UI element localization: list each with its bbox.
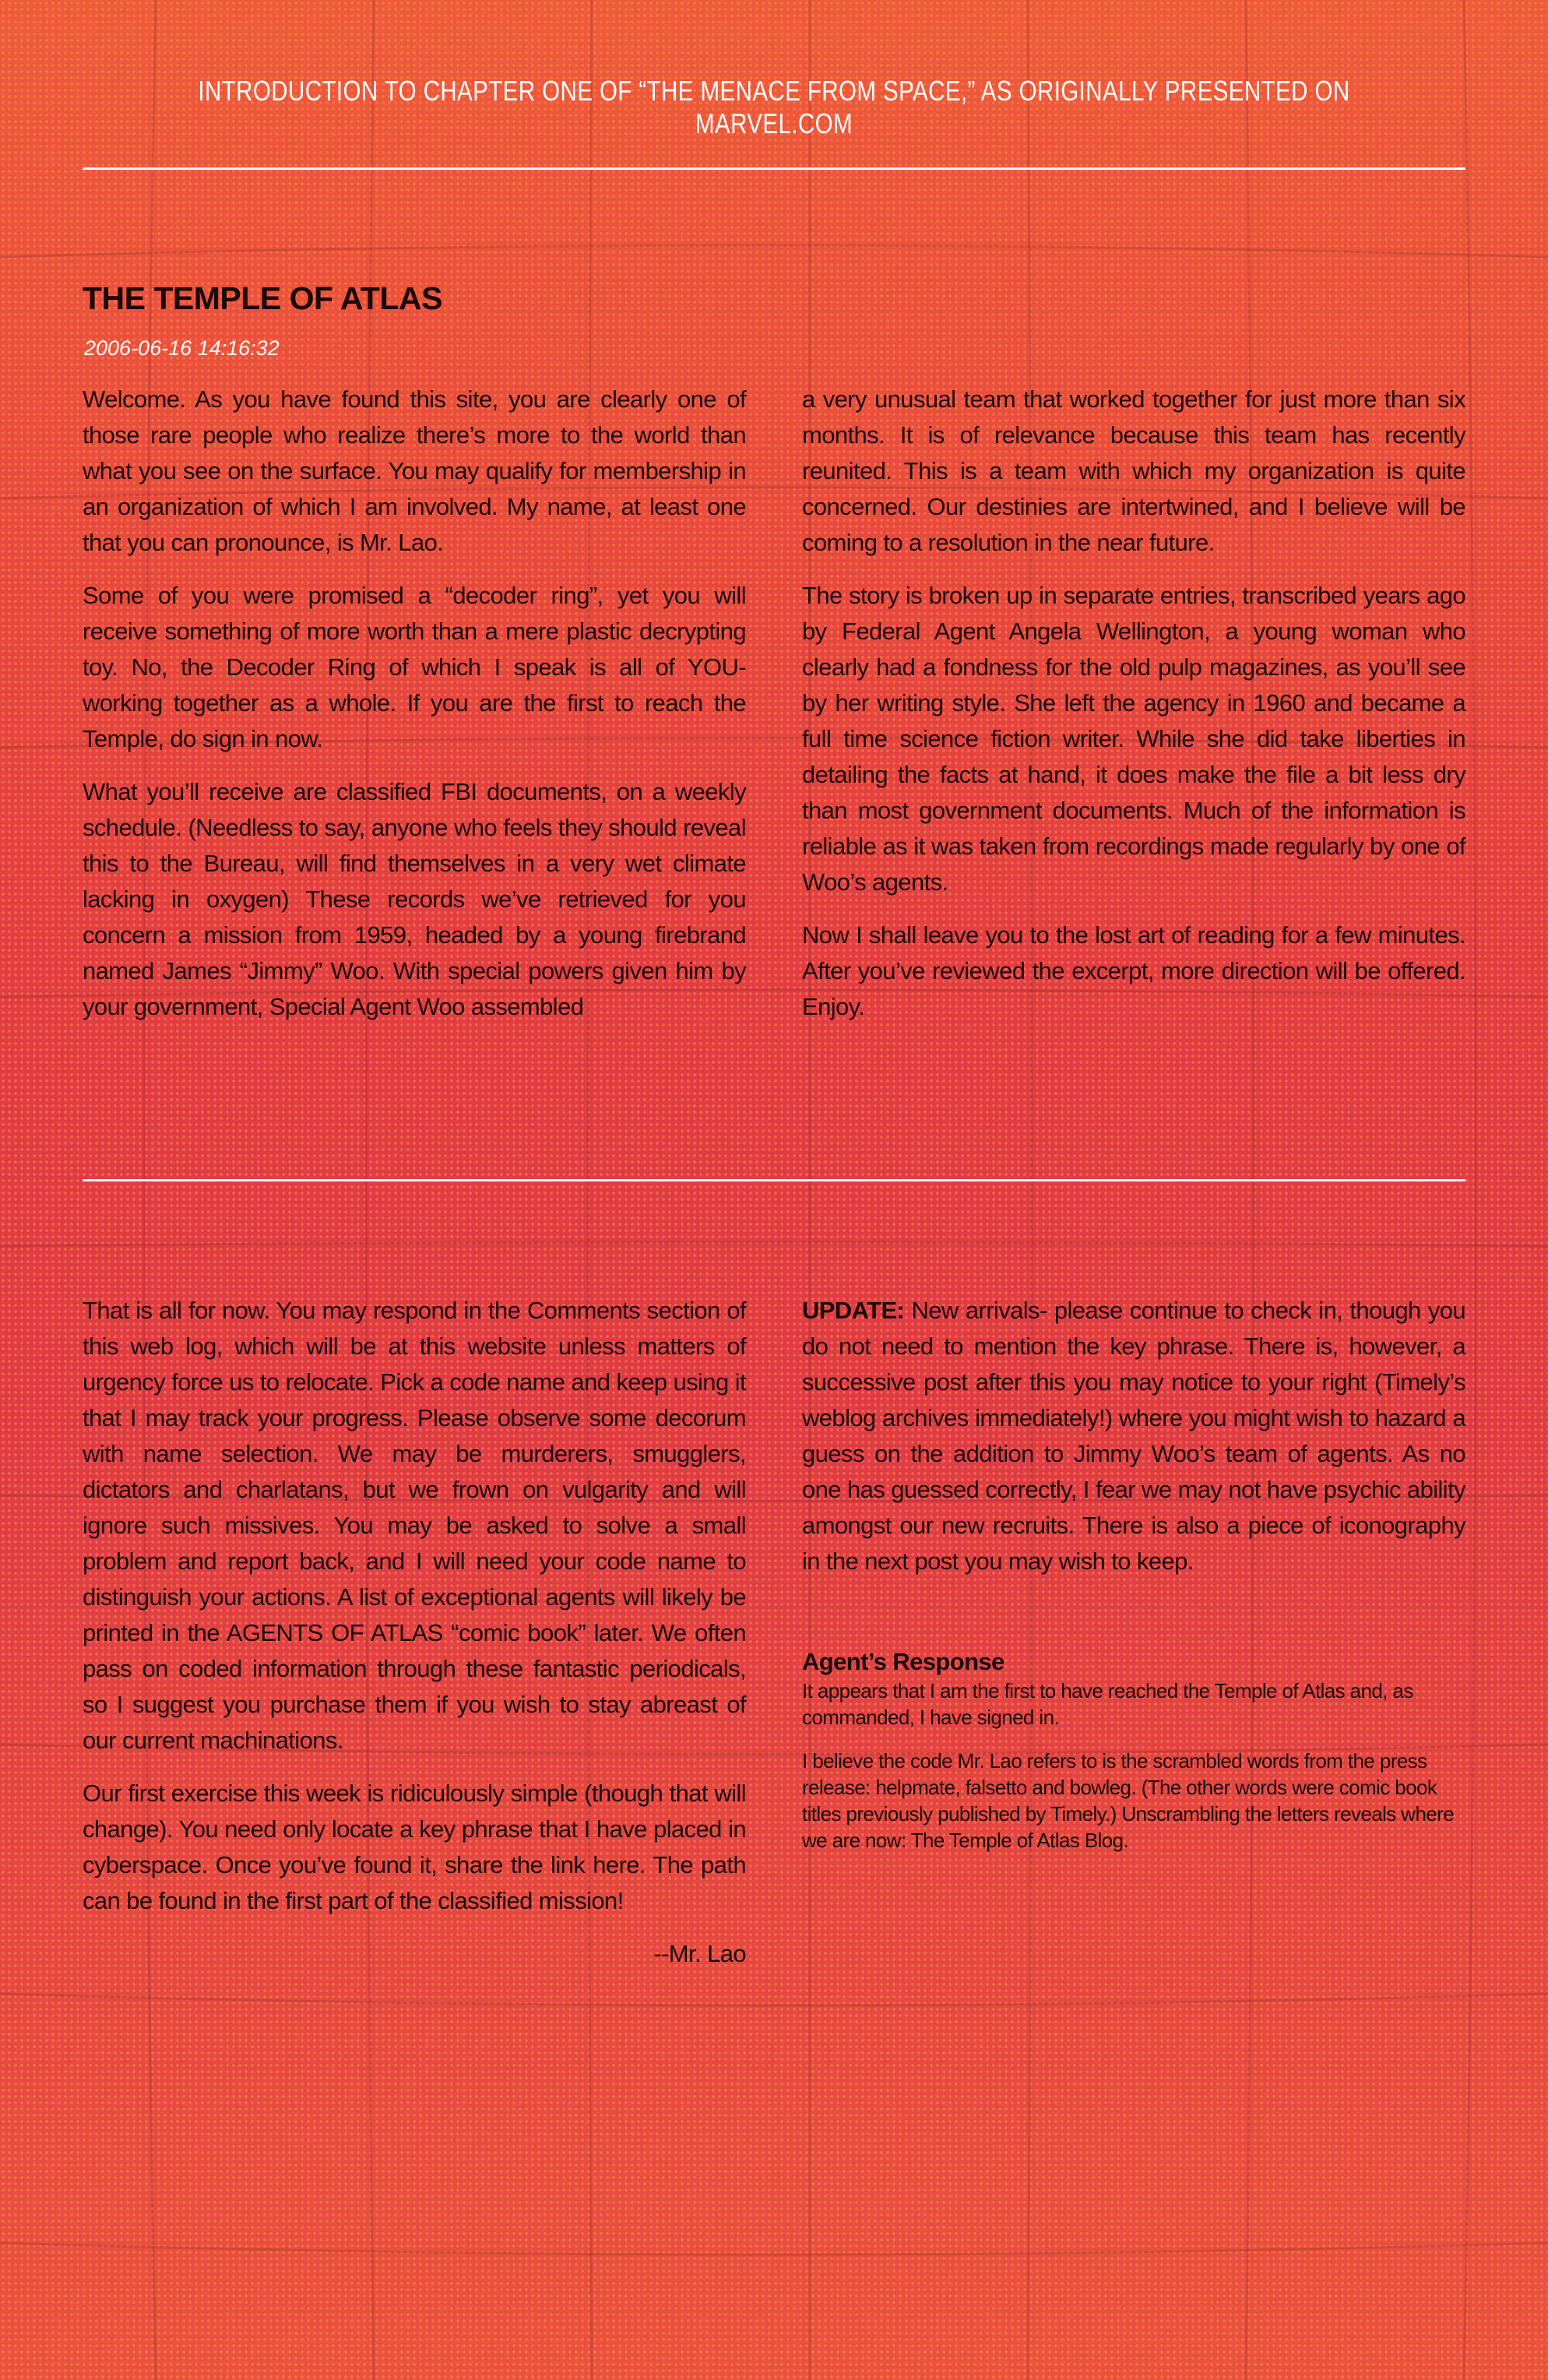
post-date: 2006-06-16 14:16:32 (84, 336, 280, 360)
paragraph: Our first exercise this week is ridiculously simple (though that will change). You need only locate a key phrase that I have placed in cyberspace. Once you’ve found it, share the link here. The path can be found in the first part of the classified mission! (83, 1780, 746, 1914)
intro-header: INTRODUCTION TO CHAPTER ONE OF “THE MENACE FROM SPACE,” AS ORIGINALLY PRESENTED ON MARVEL.COM (198, 75, 1350, 139)
signoff: --Mr. Lao (653, 1940, 746, 1967)
post-body-column-3 (83, 1293, 746, 1989)
post-body-column-1 (83, 382, 746, 1042)
post-body-column-4 (802, 1293, 1465, 1871)
middle-divider (83, 1179, 1465, 1181)
response-paragraph: It appears that I am the first to have reached the Temple of Atlas and, as commanded, I have signed in. (802, 1679, 1413, 1729)
update-paragraph (802, 1293, 1465, 1579)
paragraph: That is all for now. You may respond in the Comments section of this web log, which will be at this website unless matters of urgency force us to relocate. Pick a code name and keep using it that I may track your progress. Please observe some decorum with name selection. We may be murderers, smugglers, dictators and charlatans, but we frown on vulgarity and will ignore such missives. You may be asked to solve a small problem and report back, and I will need your code name to distinguish your actions. A list of exceptional agents will likely be printed in the AGENTS OF ATLAS “comic book” later. We often pass on coded information through these fantastic periodicals, so I suggest you purchase them if you wish to stay abreast of our current machinations. (83, 1297, 746, 1754)
paragraph: What you’ll receive are classified FBI documents, on a weekly schedule. (Needless to say, anyone who feels they should reveal this to the Bureau, will find themselves in a very wet climate lacking in oxygen) These records we’ve retrieved for you concern a mission from 1959, headed by a young firebrand named James “Jimmy” Woo. With special powers given him by your government, Special Agent Woo assembled (83, 778, 746, 1020)
post-title: THE TEMPLE OF ATLAS (83, 280, 442, 316)
paragraph: The story is broken up in separate entries, transcribed years ago by Federal Agent Angela Wellington, a young woman who clearly had a fondness for the old pulp magazines, as you’ll see by her writing style. She left the agency in 1960 and became a full time science fiction writer. While she did take liberties in detailing the facts at hand, it does make the file a bit less dry than most government documents. Much of the information is reliable as it was taken from recordings made regularly by one of Woo’s agents. (802, 582, 1465, 896)
paragraph: Now I shall leave you to the lost art of reading for a few minutes. After you’ve reviewed the excerpt, more direction will be offered. Enjoy. (802, 921, 1465, 1020)
paragraph: a very unusual team that worked together for just more than six months. It is of relevance because this team has recently reunited. This is a team with which my organization is quite concerned. Our destinies are intertwined, and I believe will be coming to a resolution in the near future. (802, 386, 1465, 556)
post-body-column-2 (802, 382, 1465, 1042)
top-divider (83, 167, 1465, 170)
paragraph: Welcome. As you have found this site, you are clearly one of those rare people who realize there’s more to the world than what you see on the surface. You may qualify for membership in an organization of which I am involved. My name, at least one that you can pronounce, is Mr. Lao. (83, 386, 746, 556)
response-paragraph: I believe the code Mr. Lao refers to is the scrambled words from the press release: helpmate, falsetto and bowleg. (The other words were comic book titles previously published by Timely.) Unscrambling the letters reveals where we are now: The Temple of Atlas Blog. (802, 1749, 1455, 1852)
update-label: UPDATE: (802, 1297, 905, 1324)
response-title: Agent’s Response (802, 1648, 1004, 1675)
update-text: New arrivals- please continue to check in, though you do not need to mention the key phrase. There is, however, a successive post after this you may notice to your right (Timely’s weblog archives immediately!) where you might wish to hazard a guess on the addition to Jimmy Woo’s team of agents. As no one has guessed correctly, I fear we may not have psychic ability amongst our new recruits. There is also a piece of iconography in the next post you may wish to keep. (802, 1297, 1465, 1575)
paragraph: Some of you were promised a “decoder ring”, yet you will receive something of more worth than a mere plastic decrypting toy. No, the Decoder Ring of which I speak is all of YOU- working together as a whole. If you are the first to reach the Temple, do sign in now. (83, 582, 746, 752)
